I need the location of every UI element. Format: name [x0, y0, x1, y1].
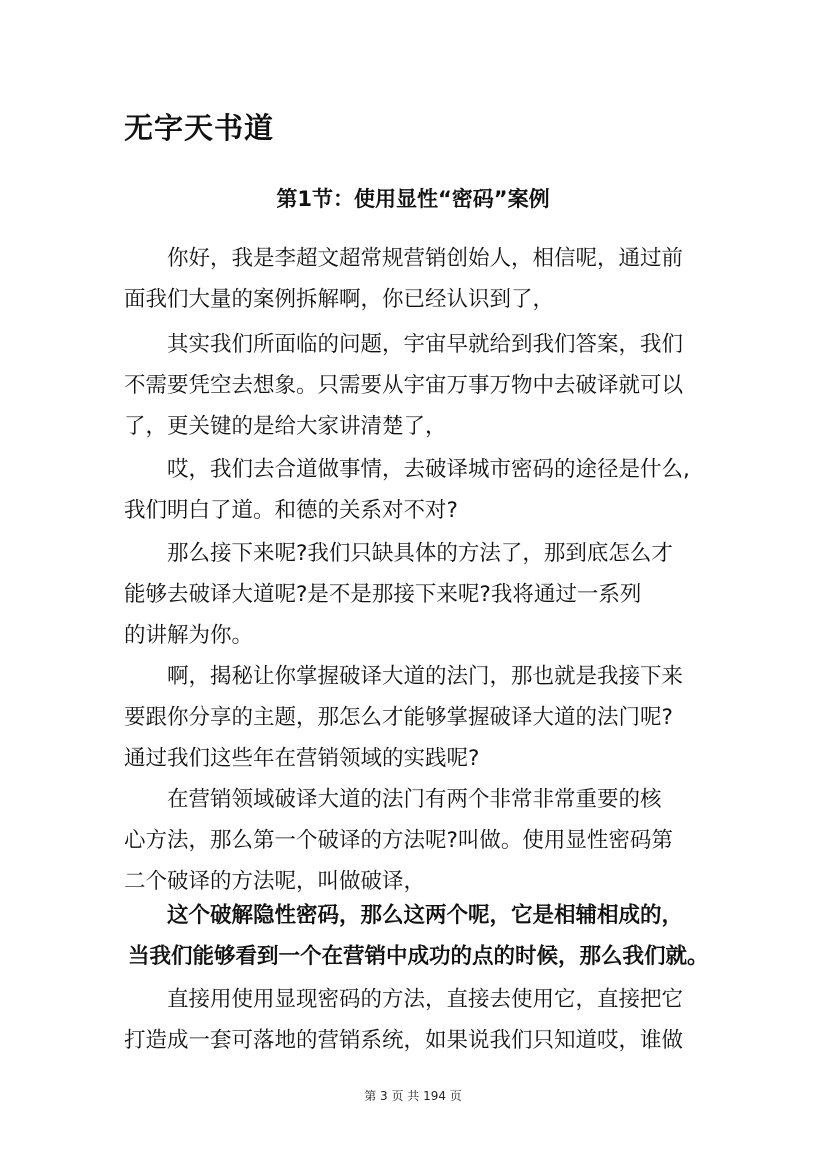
paragraph-4	[124, 533, 714, 656]
paragraph-line: 那么接下来呢?我们只缺具体的方法了，那到底怎么才	[167, 541, 673, 566]
paragraph-3	[124, 449, 714, 531]
paragraph-line: 这个破解隐性密码，那么这两个呢，它是相辅相成的，	[167, 903, 684, 928]
paragraph-line: 心方法，那么第一个破译的方法呢?叫做。使用显性密码第	[124, 828, 673, 853]
paragraph-1	[124, 238, 714, 320]
paragraph-line: 我们明白了道。和德的关系对不对?	[124, 498, 458, 523]
paragraph-7-emphasis	[124, 895, 714, 977]
paragraph-line: 其实我们所面临的问题，宇宙早就给到我们答案，我们	[167, 332, 684, 357]
paragraph-2	[124, 324, 714, 447]
paragraph-5	[124, 656, 714, 779]
paragraph-line: 了，更关键的是给大家讲清楚了，	[124, 414, 447, 439]
paragraph-line: 哎，我们去合道做事情，去破译城市密码的途径是什么,	[167, 457, 690, 482]
paragraph-line: 通过我们这些年在营销领域的实践呢?	[124, 746, 480, 771]
paragraph-line: 面我们大量的案例拆解啊，你已经认识到了，	[124, 287, 555, 312]
paragraph-line: 直接用使用显现密码的方法，直接去使用它，直接把它	[167, 987, 684, 1012]
paragraph-line: 不需要凭空去想象。只需要从宇宙万事万物中去破译就可以	[124, 373, 684, 398]
paragraph-line: 的讲解为你。	[124, 623, 254, 648]
paragraph-line: 当我们能够看到一个在营销中成功的点的时候，那么我们就。	[128, 944, 709, 969]
paragraph-line: 啊，揭秘让你掌握破译大道的法门，那也就是我接下来	[167, 664, 684, 689]
paragraph-line: 二个破译的方法呢，叫做破译，	[124, 869, 426, 894]
paragraph-line: 能够去破译大道呢?是不是那接下来呢?我将通过一系列	[124, 582, 642, 607]
paragraph-line: 你好，我是李超文超常规营销创始人，相信呢，通过前	[167, 246, 684, 271]
section-title: 第1节：使用显性“密码”案例	[276, 187, 550, 211]
paragraph-line: 打造成一套可落地的营销系统，如果说我们只知道哎，谁做	[124, 1028, 684, 1053]
page-number-footer: 第 3 页 共 194 页	[364, 1089, 462, 1103]
paragraph-8	[124, 979, 714, 1061]
document-title: 无字天书道	[124, 111, 275, 145]
paragraph-line: 要跟你分享的主题，那怎么才能够掌握破译大道的法门呢?	[124, 705, 673, 730]
paragraph-line: 在营销领域破译大道的法门有两个非常非常重要的核	[167, 787, 662, 812]
paragraph-6	[124, 779, 714, 902]
